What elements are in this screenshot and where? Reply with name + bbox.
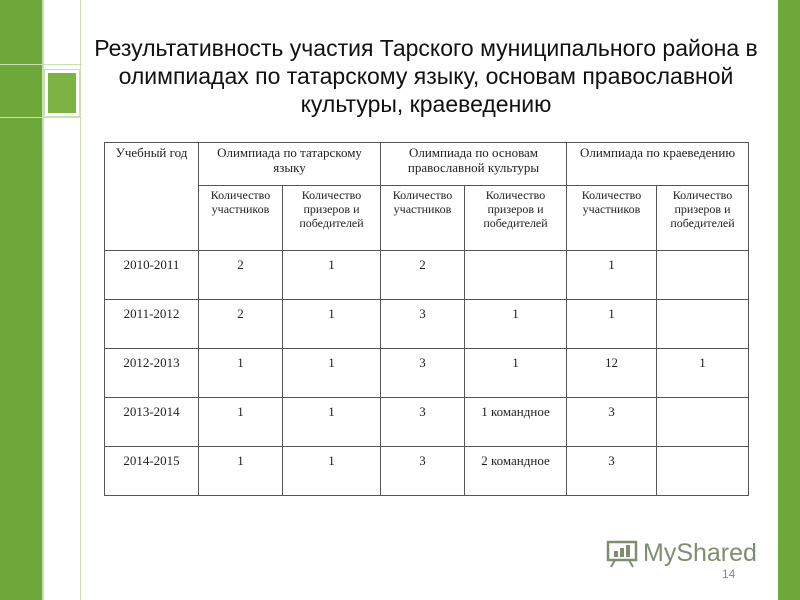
year-cell: 2010-2011 [105, 251, 199, 300]
table-cell: 3 [381, 447, 465, 496]
table-cell [657, 251, 749, 300]
table-row [105, 349, 749, 398]
table-cell: 1 [465, 300, 567, 349]
header-group-orthodox: Олимпиада по основам православной культуры [381, 143, 567, 186]
page-number: 14 [722, 567, 736, 581]
table-cell: 1 [199, 349, 283, 398]
table-cell [657, 447, 749, 496]
table-cell: 3 [567, 447, 657, 496]
table-row [105, 398, 749, 447]
table-cell [465, 251, 567, 300]
header-group-local-history: Олимпиада по краеведению [567, 143, 749, 186]
year-cell: 2014-2015 [105, 447, 199, 496]
right-green-stripe [778, 0, 800, 600]
subheader-cell: Количество участников [381, 186, 465, 251]
table-row [105, 447, 749, 496]
table-cell: 1 [283, 447, 381, 496]
decor-line [42, 0, 44, 600]
subheader-cell: Количество призеров и победителей [657, 186, 749, 251]
table-cell: 3 [567, 398, 657, 447]
left-green-stripe [0, 0, 42, 600]
decor-line [0, 117, 82, 118]
table-cell: 2 командное [465, 447, 567, 496]
table-header-row [105, 143, 749, 186]
table-cell [657, 398, 749, 447]
table-cell: 3 [381, 300, 465, 349]
results-table [104, 142, 749, 496]
table-cell: 1 [567, 251, 657, 300]
header-group-tatar: Олимпиада по татарскому языку [199, 143, 381, 186]
year-cell: 2011-2012 [105, 300, 199, 349]
table-cell: 1 [199, 447, 283, 496]
decor-square [45, 70, 79, 116]
table-cell: 1 [283, 251, 381, 300]
year-cell: 2012-2013 [105, 349, 199, 398]
watermark-text: MyShared [643, 538, 757, 567]
table-cell: 12 [567, 349, 657, 398]
table-cell [657, 300, 749, 349]
subheader-cell: Количество участников [199, 186, 283, 251]
year-cell: 2013-2014 [105, 398, 199, 447]
subheader-cell: Количество участников [567, 186, 657, 251]
table-subheader-row [105, 186, 749, 251]
table-row [105, 251, 749, 300]
decor-line [0, 64, 82, 65]
table-cell: 1 [283, 349, 381, 398]
table-cell: 1 [199, 398, 283, 447]
table-cell: 1 [567, 300, 657, 349]
header-year: Учебный год [105, 143, 199, 251]
table-cell: 1 [283, 398, 381, 447]
myshared-watermark [605, 538, 757, 568]
decor-line [80, 0, 81, 600]
slide-title: Результативность участия Тарского муниципального района в олимпиадах по татарскому языку, основам православной культуры, краеведению [94, 35, 758, 117]
subheader-cell: Количество призеров и победителей [283, 186, 381, 251]
table-cell: 2 [381, 251, 465, 300]
table-cell: 3 [381, 398, 465, 447]
table-cell: 2 [199, 300, 283, 349]
table-cell: 2 [199, 251, 283, 300]
table-cell: 1 [465, 349, 567, 398]
table-row [105, 300, 749, 349]
table-cell: 3 [381, 349, 465, 398]
subheader-cell: Количество призеров и победителей [465, 186, 567, 251]
table-cell: 1 [657, 349, 749, 398]
table-cell: 1 командное [465, 398, 567, 447]
table-cell: 1 [283, 300, 381, 349]
presentation-board-icon [605, 538, 639, 568]
